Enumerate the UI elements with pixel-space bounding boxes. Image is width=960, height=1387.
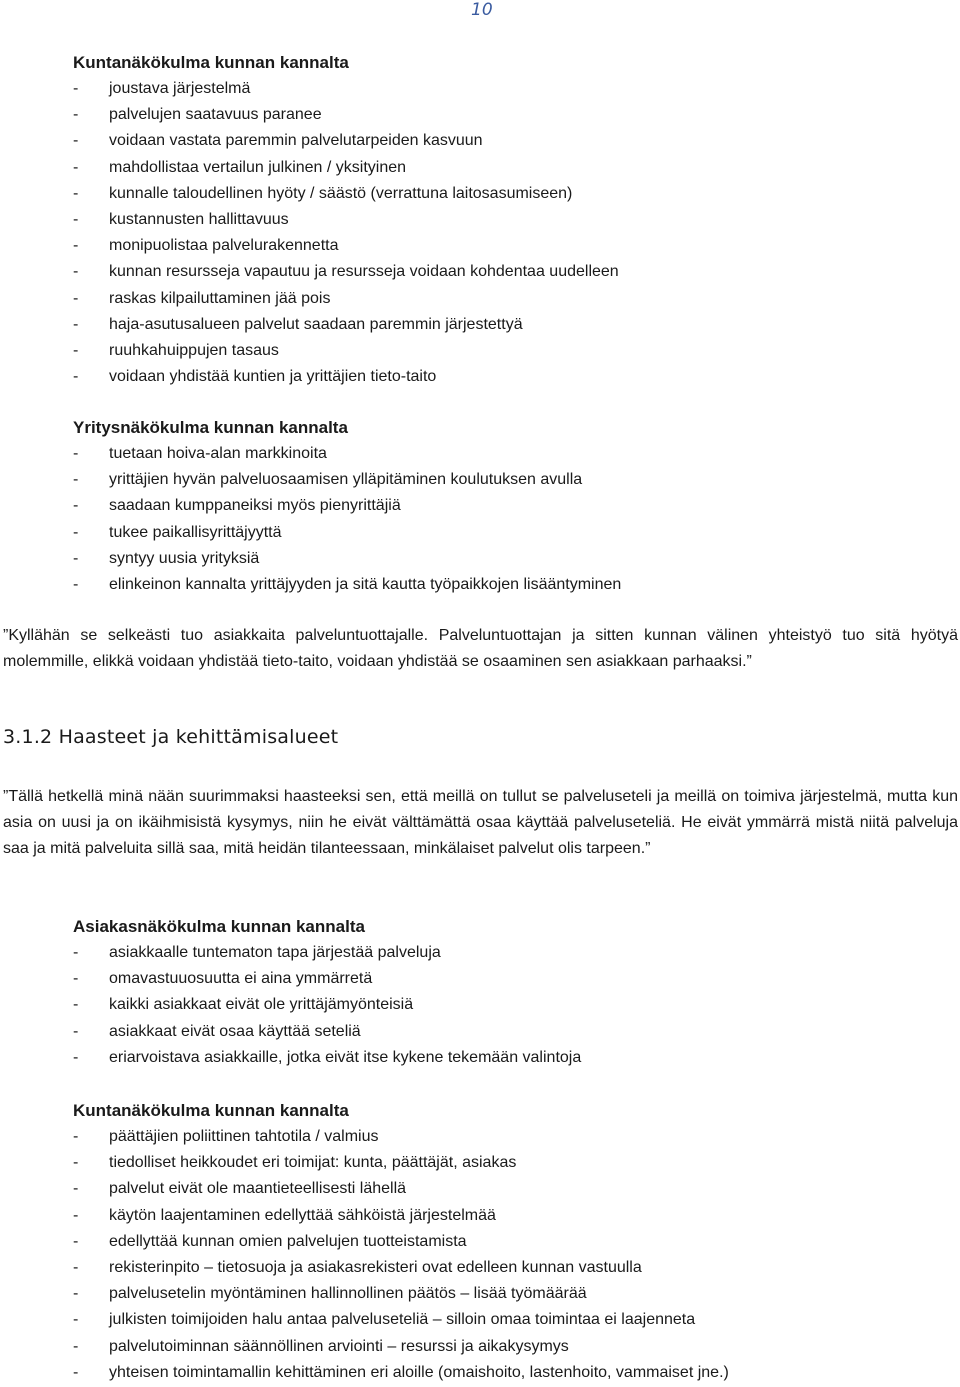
interview-quote: ”Tällä hetkellä minä nään suurimmaksi haasteeksi sen, että meillä on tullut se palveluseteli ja meillä on toimiva järjestelmä, mutta kun asia on uusi ja on ikäihmisistä kysymys, niin he eivät välttämättä osaa käyttää palveluseteliä. He eivät ymmärrä mistä niitä palveluja saa ja mitä palveluita sillä saa, mitä heidän tilanteessaan, minkälaiset palvelut olis tarpeen.” (3, 788, 958, 857)
list-item: - monipuolistaa palvelurakennetta (73, 233, 943, 259)
list-item: - julkisten toimijoiden halu antaa palveluseteliä – silloin omaa toimintaa ei laajenneta (73, 1307, 943, 1333)
list-item: - raskas kilpailuttaminen jää pois (73, 286, 943, 312)
bullet-list (73, 441, 943, 598)
bullet-list (73, 940, 943, 1071)
list-item: - omavastuuosuutta ei aina ymmärretä (73, 966, 943, 992)
list-item: - elinkeinon kannalta yrittäjyyden ja sitä kautta työpaikkojen lisääntyminen (73, 572, 943, 598)
section-heading: Kuntanäkökulma kunnan kannalta (73, 53, 349, 72)
list-item: - rekisterinpito – tietosuoja ja asiakasrekisteri ovat edelleen kunnan vastuulla (73, 1255, 943, 1281)
list-item: - palvelut eivät ole maantieteellisesti lähellä (73, 1176, 943, 1202)
list-item: - haja-asutusalueen palvelut saadaan paremmin järjestettyä (73, 312, 943, 338)
list-item: - palvelutoiminnan säännöllinen arviointi – resurssi ja aikakysymys (73, 1334, 943, 1360)
list-item: - kunnan resursseja vapautuu ja resursseja voidaan kohdentaa uudelleen (73, 259, 943, 285)
list-item: - asiakkaalle tuntematon tapa järjestää palveluja (73, 940, 943, 966)
list-item: - kunnalle taloudellinen hyöty / säästö (verrattuna laitosasumiseen) (73, 181, 943, 207)
page-number: 10 (471, 0, 493, 20)
bullet-list (73, 1124, 943, 1386)
list-item: - yrittäjien hyvän palveluosaamisen ylläpitäminen koulutuksen avulla (73, 467, 943, 493)
section-asiakasnakokulma (73, 914, 943, 1071)
list-item: - käytön laajentaminen edellyttää sähköistä järjestelmää (73, 1203, 943, 1229)
list-item: - palvelusetelin myöntäminen hallinnollinen päätös – lisää työmäärää (73, 1281, 943, 1307)
list-item: - palvelujen saatavuus paranee (73, 102, 943, 128)
list-item: - tukee paikallisyrittäjyyttä (73, 520, 943, 546)
list-item: - voidaan vastata paremmin palvelutarpeiden kasvuun (73, 128, 943, 154)
list-item: - ruuhkahuippujen tasaus (73, 338, 943, 364)
section-yritysnakokulma (73, 415, 943, 598)
section-heading: Yritysnäkökulma kunnan kannalta (73, 418, 348, 437)
list-item: - mahdollistaa vertailun julkinen / yksityinen (73, 155, 943, 181)
list-item: - asiakkaat eivät osaa käyttää seteliä (73, 1019, 943, 1045)
section-kuntanakokulma-challenges (73, 1098, 943, 1386)
list-item: - tuetaan hoiva-alan markkinoita (73, 441, 943, 467)
list-item: - edellyttää kunnan omien palvelujen tuotteistamista (73, 1229, 943, 1255)
list-item: - kustannusten hallittavuus (73, 207, 943, 233)
list-item: - yhteisen toimintamallin kehittäminen eri aloille (omaishoito, lastenhoito, vammaiset jne.) (73, 1360, 943, 1386)
list-item: - saadaan kumppaneiksi myös pienyrittäjiä (73, 493, 943, 519)
list-item: - päättäjien poliittinen tahtotila / valmius (73, 1124, 943, 1150)
interview-quote: ”Kyllähän se selkeästi tuo asiakkaita palveluntuottajalle. Palveluntuottajan ja sitten kunnan välinen yhteistyö tuo sitä hyötyä molemmille, elikkä voidaan yhdistää tieto-taito, voidaan yhdistää se osaaminen sen asiakkaan parhaaksi.” (3, 627, 958, 670)
section-heading: Asiakasnäkökulma kunnan kannalta (73, 917, 365, 936)
list-item: - eriarvoistava asiakkaille, jotka eivät itse kykene tekemään valintoja (73, 1045, 943, 1071)
section-heading: Kuntanäkökulma kunnan kannalta (73, 1101, 349, 1120)
bullet-list (73, 76, 943, 390)
list-item: - kaikki asiakkaat eivät ole yrittäjämyönteisiä (73, 992, 943, 1018)
subsection-title: 3.1.2 Haasteet ja kehittämisalueet (3, 726, 339, 748)
list-item: - tiedolliset heikkoudet eri toimijat: kunta, päättäjät, asiakas (73, 1150, 943, 1176)
list-item: - voidaan yhdistää kuntien ja yrittäjien tieto-taito (73, 364, 943, 390)
list-item: - joustava järjestelmä (73, 76, 943, 102)
section-kuntanakokulma-benefits (73, 50, 943, 390)
list-item: - syntyy uusia yrityksiä (73, 546, 943, 572)
